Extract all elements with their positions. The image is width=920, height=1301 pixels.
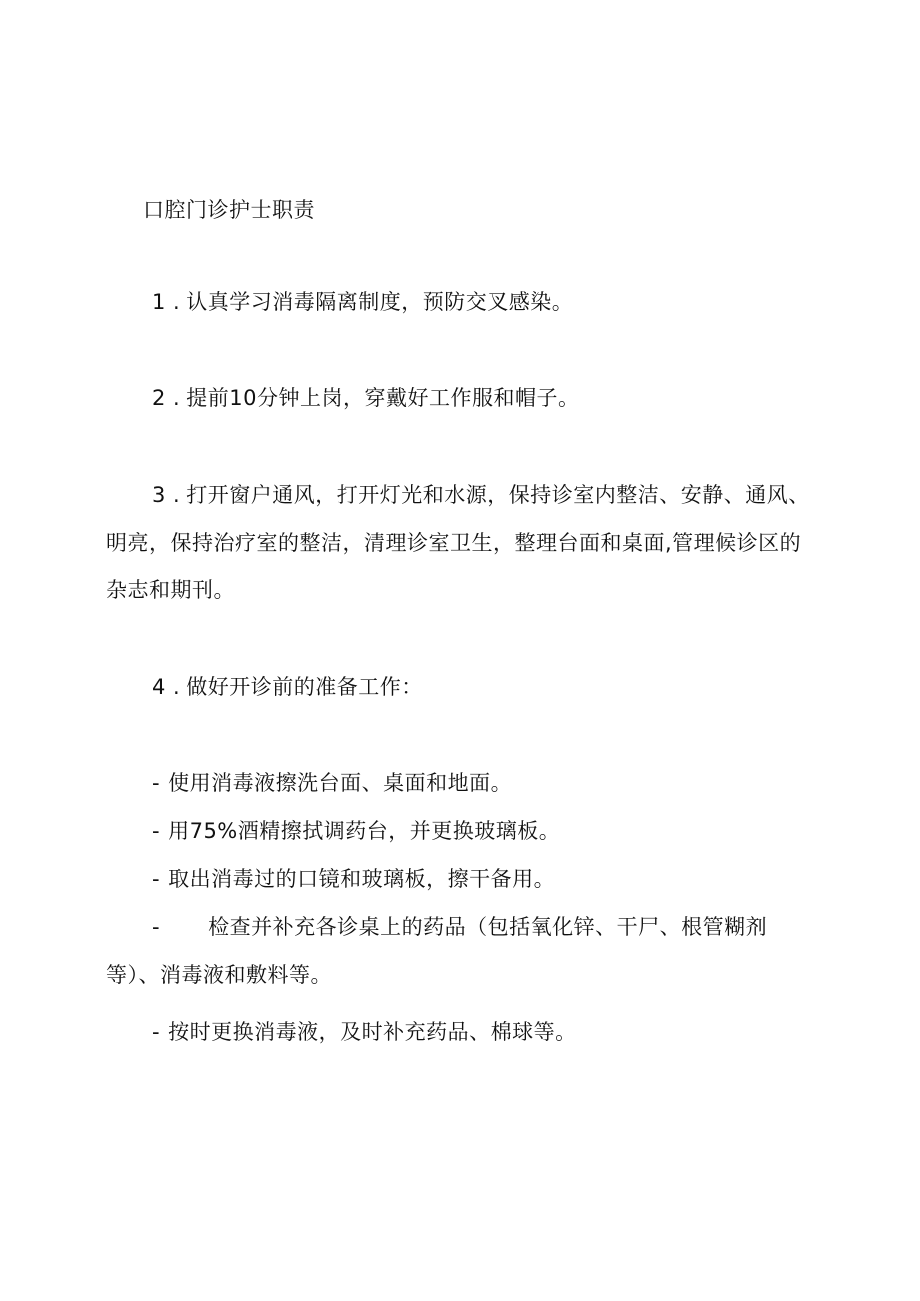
sub-item-text-line2: 等）、消毒液和敷料等。 (106, 963, 332, 987)
item-number: 1 . (152, 290, 181, 314)
sub-item-text: 用75%酒精擦拭调药台，并更换玻璃板。 (168, 819, 561, 843)
dash-bullet: - (152, 1020, 161, 1044)
item-text: 做好开诊前的准备工作： (186, 675, 423, 699)
item-text-line3: 杂志和期刊。 (106, 578, 235, 602)
sub-list-item (152, 769, 512, 797)
item-number: 3 . (152, 483, 181, 507)
item-text: 提前10分钟上岗，穿戴好工作服和帽子。 (186, 386, 580, 410)
list-item (152, 673, 423, 701)
sub-list-item (152, 913, 767, 941)
dash-bullet: - (152, 771, 161, 795)
sub-item-text: 按时更换消毒液，及时补充药品、棉球等。 (168, 1020, 577, 1044)
list-item (152, 384, 579, 412)
sub-list-item (152, 865, 555, 893)
dash-bullet: - (152, 867, 161, 891)
dash-bullet: - (152, 819, 161, 843)
item-text-line2: 明亮，保持治疗室的整洁，清理诊室卫生，整理台面和桌面,管理候诊区的 (106, 531, 802, 555)
sub-list-item (152, 1018, 577, 1046)
sub-item-text: 使用消毒液擦洗台面、桌面和地面。 (168, 771, 513, 795)
item-text-line1: 打开窗户通风，打开灯光和水源，保持诊室内整洁、安静、通风、 (186, 483, 810, 507)
list-item (152, 481, 810, 509)
page-title: 口腔门诊护士职责 (143, 198, 315, 222)
item-number: 4 . (152, 675, 181, 699)
item-text: 认真学习消毒隔离制度，预防交叉感染。 (186, 290, 574, 314)
dash-bullet: - (152, 915, 161, 939)
list-item (152, 288, 573, 316)
sub-list-item (152, 817, 560, 845)
item-number: 2 . (152, 386, 181, 410)
sub-item-text: 取出消毒过的口镜和玻璃板，擦干备用。 (168, 867, 556, 891)
sub-item-text-line1: 检查并补充各诊桌上的药品（包括氧化锌、干尸、根管糊剂 (208, 915, 768, 939)
